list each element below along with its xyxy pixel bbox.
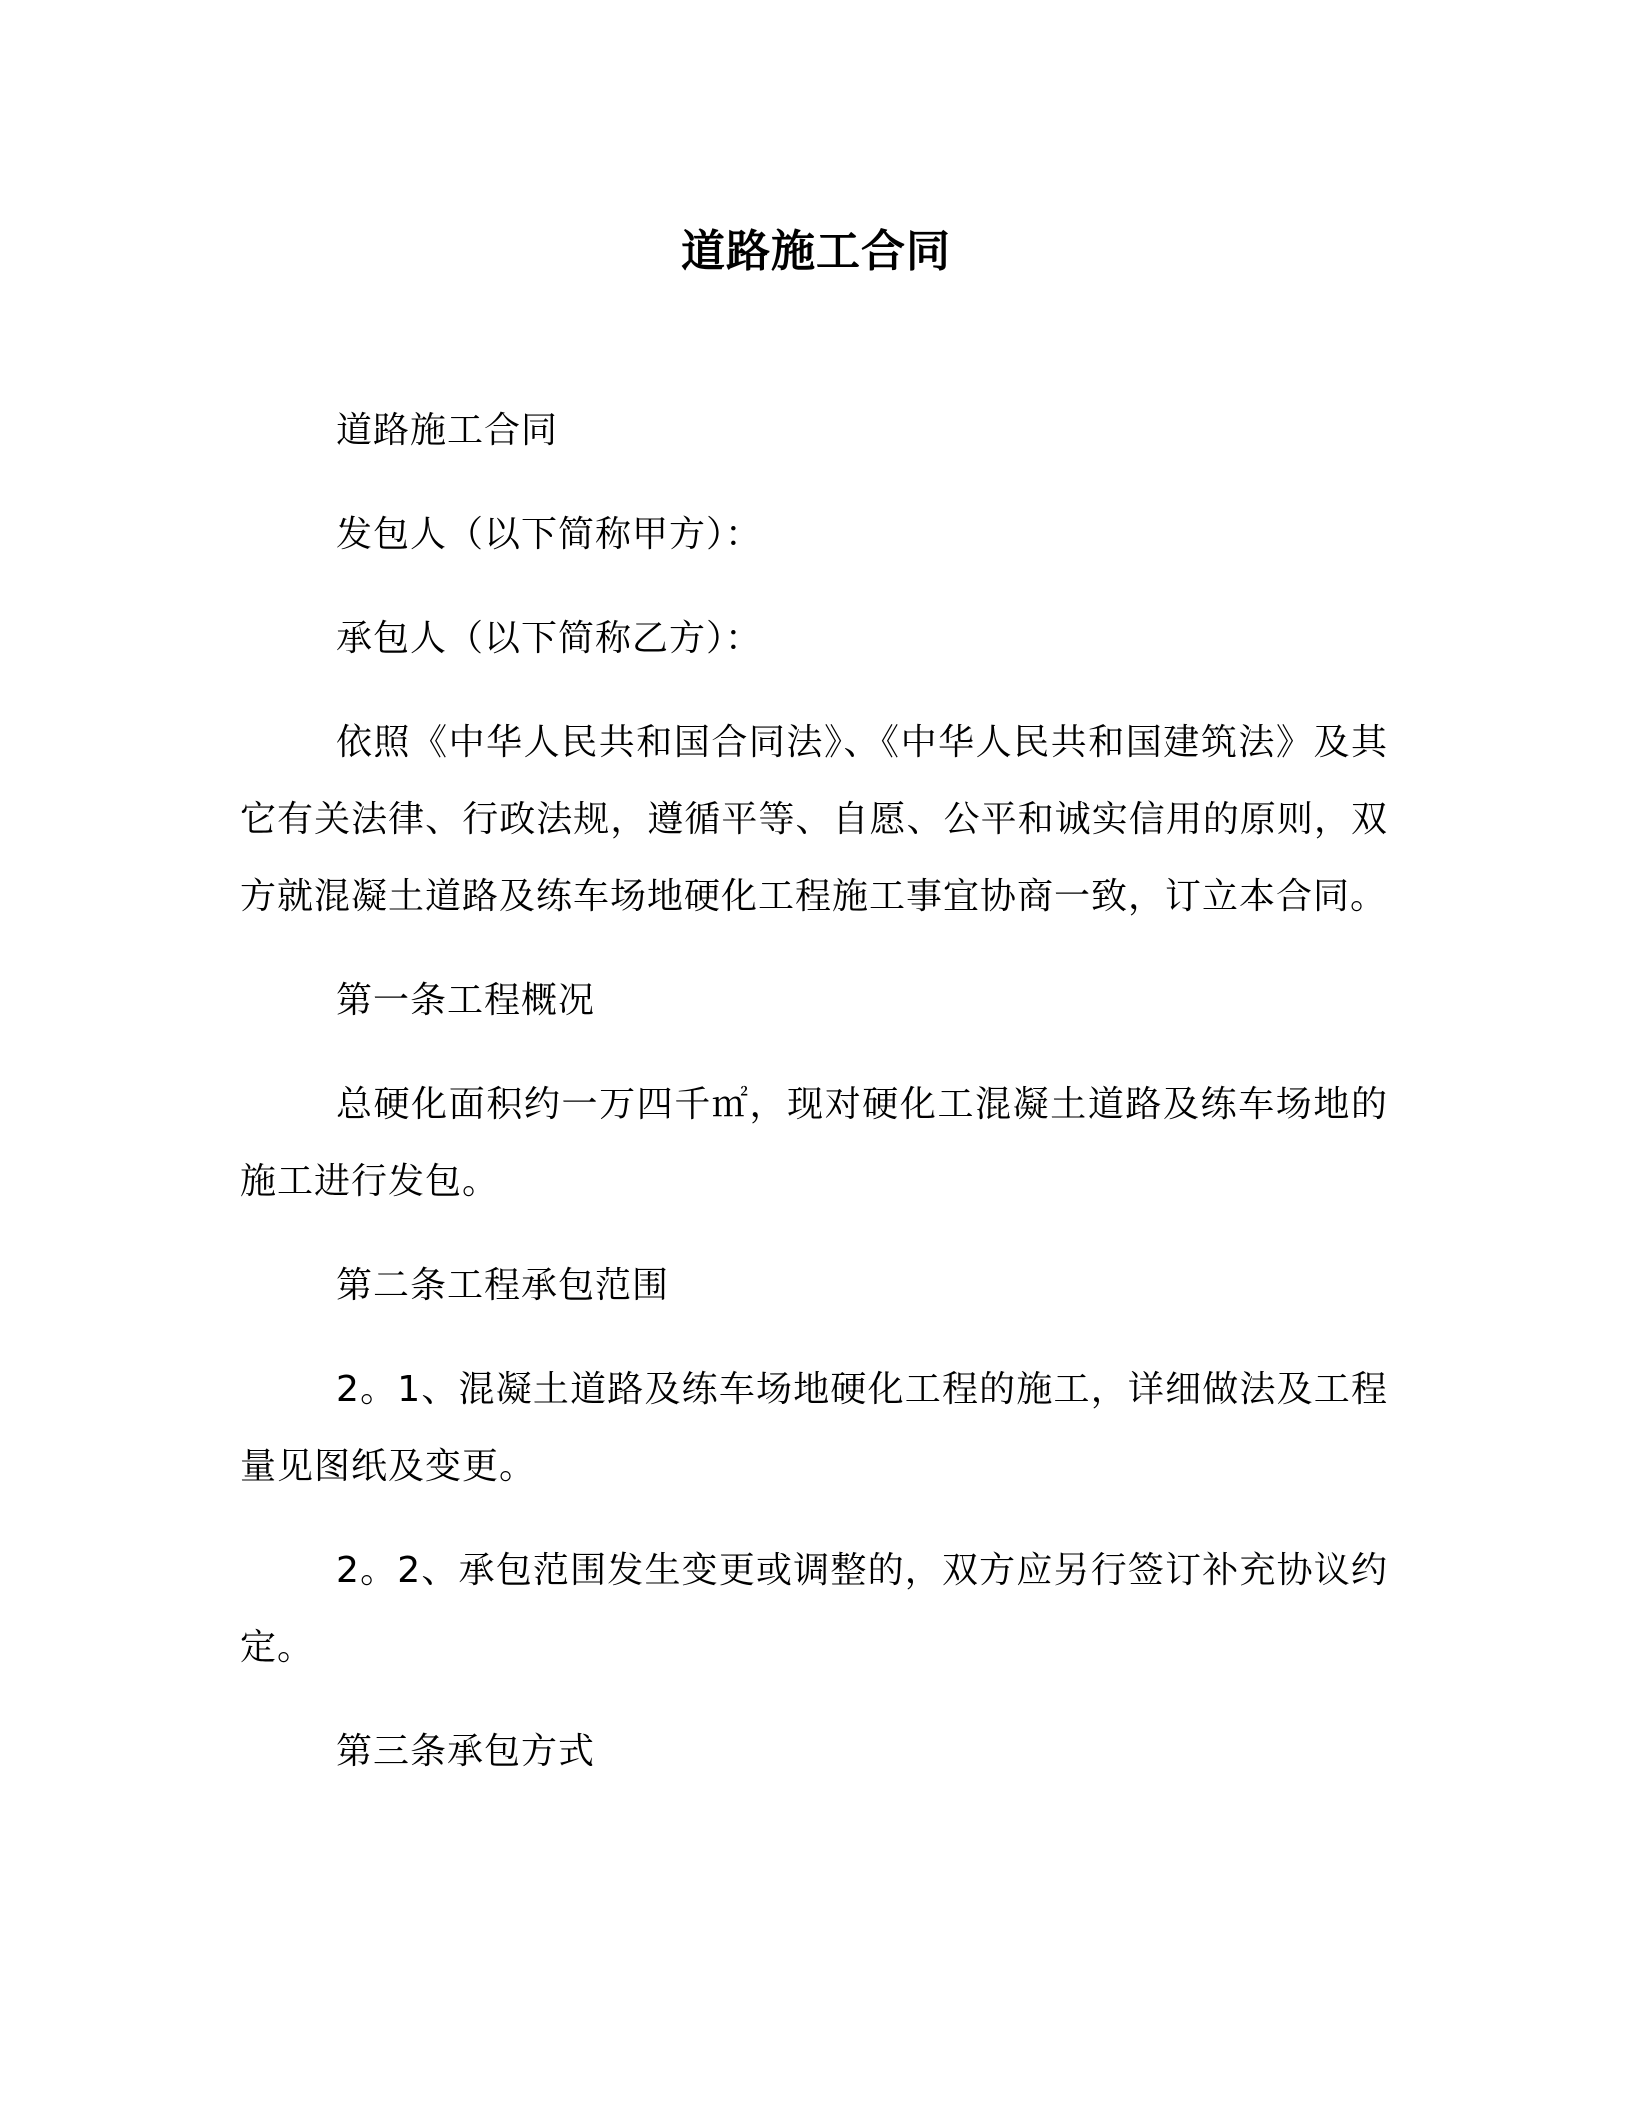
article-1-text: 总硬化面积约一万四千㎡，现对硬化工混凝土道路及练车场地的施工进行发包。 <box>240 1084 1388 1202</box>
article-1-heading: 第一条工程概况 <box>336 980 596 1021</box>
preamble-paragraph: 依照《中华人民共和国合同法》、《中华人民共和国建筑法》及其它有关法律、行政法规，遵循平等、自愿、公平和诚实信用的原则，双方就混凝土道路及练车场地硬化工程施工事宜协商一致，订立本合同。 <box>240 722 1388 917</box>
article-2-heading: 第二条工程承包范围 <box>336 1265 670 1306</box>
document-body <box>240 392 1388 1817</box>
clause-2-2: 2。2、承包范围发生变更或调整的，双方应另行签订补充协议约定。 <box>240 1550 1388 1668</box>
article-3-heading: 第三条承包方式 <box>336 1731 596 1772</box>
clause-2-1: 2。1、混凝土道路及练车场地硬化工程的施工，详细做法及工程量见图纸及变更。 <box>240 1369 1388 1487</box>
contract-heading: 道路施工合同 <box>336 410 559 451</box>
party-a-line: 发包人（以下简称甲方）： <box>336 514 763 555</box>
document-title: 道路施工合同 <box>681 226 951 277</box>
party-b-line: 承包人（以下简称乙方）： <box>336 618 763 659</box>
